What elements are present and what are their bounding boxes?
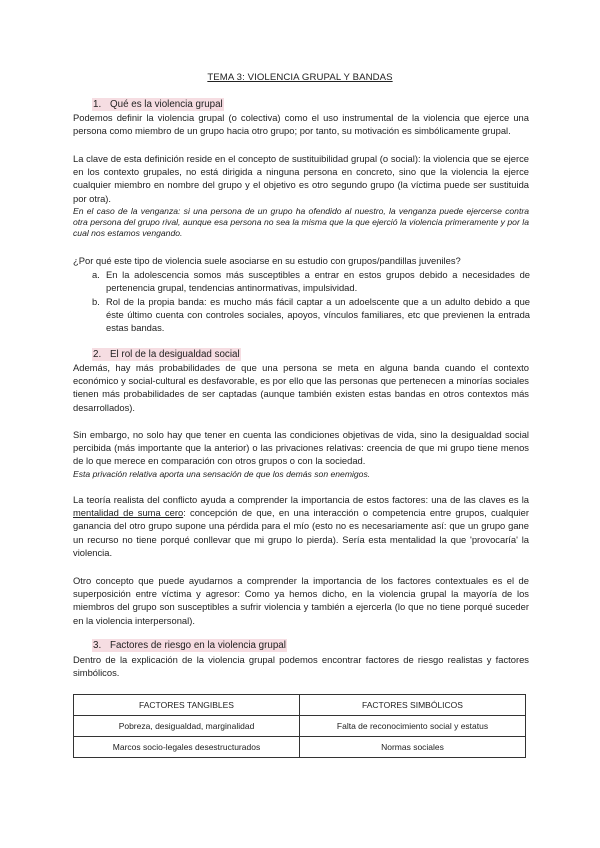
section-heading-text: Factores de riesgo en la violencia grupal [110, 640, 286, 651]
table-header-cell: FACTORES TANGIBLES [74, 695, 300, 716]
paragraph [73, 493, 529, 559]
question: ¿Por qué este tipo de violencia suele asociarse en su estudio con grupos/pandillas juveniles? [73, 255, 461, 266]
section-1-heading [92, 98, 224, 111]
table-cell: Falta de reconocimiento social y estatus [300, 716, 526, 737]
list-marker: b. [92, 296, 100, 307]
section-number: 1. [93, 99, 102, 110]
section-number: 2. [93, 349, 102, 360]
underlined-term: mentalidad de suma cero [73, 507, 184, 519]
table-cell: Normas sociales [300, 737, 526, 758]
table-cell: Pobreza, desigualdad, marginalidad [74, 716, 300, 737]
paragraph: Otro concepto que puede ayudarnos a comprender la importancia de los factores contextuales es el de superposición entre víctima y agresor: Como ya hemos dicho, en la violencia grupal la mayoría de los miembros del grupo son susceptibles a sufrir violencia y también a ejercerla (lo que no tiene porqué suceder en la violencia interpersonal). [73, 575, 529, 626]
paragraph: Dentro de la explicación de la violencia grupal podemos encontrar factores de riesgo realistas y factores simbólicos. [73, 654, 529, 679]
list-item-text: En la adolescencia somos más susceptibles a entrar en estos grupos debido a necesidades de pertenencia grupal, tendencias antinormativas, impulsividad. [106, 269, 530, 294]
section-2-heading [92, 348, 241, 361]
section-heading-text: Qué es la violencia grupal [110, 99, 223, 110]
document-title: TEMA 3: VIOLENCIA GRUPAL Y BANDAS [207, 72, 393, 83]
paragraph: La clave de esta definición reside en el concepto de sustituibilidad grupal (o social): la violencia que se ejerce en los contexto grupales, no está dirigida a ninguna persona en concreto, sino que la violencia la ejerce cualquier miembro en nombre del grupo y el objetivo es otro segundo grupo (la víctima puede ser sustituida por otra). [73, 153, 529, 204]
paragraph: Podemos definir la violencia grupal (o colectiva) como el uso instrumental de la violencia que ejerce una persona como miembro de un grupo hacia otro grupo; por tanto, su motivación es simbólicamente grupal. [73, 112, 529, 137]
italic-note: Esta privación relativa aporta una sensación de que los demás son enemigos. [73, 469, 371, 479]
list-marker: a. [92, 269, 100, 280]
table-row [74, 737, 526, 758]
paragraph: Sin embargo, no solo hay que tener en cuenta las condiciones objetivas de vida, sino la desigualdad social percibida (más importante que la anterior) o las privaciones relativas: creencia de que mi grupo tiene menos de lo que merece en comparación con otros grupos o con la sociedad. [73, 429, 529, 467]
list-item [92, 268, 530, 294]
table-header-row [74, 695, 526, 716]
table-row [74, 716, 526, 737]
table-header-cell: FACTORES SIMBÓLICOS [300, 695, 526, 716]
section-heading-text: El rol de la desigualdad social [110, 349, 240, 360]
list-item [92, 295, 530, 335]
section-3-heading [92, 639, 287, 652]
text-run: : concepción de que, en una interacción o competencia entre grupos, cualquier ganancia del otro grupo supone una pérdida para el mío (esto no es necesariamente así: que un grupo gane un recurso no tiene porqué conllevar que mi grupo lo pierda). Sería esta mentalidad la que 'provocaría' la violencia. [73, 507, 529, 558]
list-item-text: Rol de la propia banda: es mucho más fácil captar a un adoelscente que a un adulto debido a que éste último cuenta con controles sociales, apoyos, vínculos familiares, etc que previenen la entrada estas bandas. [106, 296, 530, 334]
risk-factors-table [73, 694, 526, 758]
table-cell: Marcos socio-legales desestructurados [74, 737, 300, 758]
italic-example: En el caso de la venganza: si una persona de un grupo ha ofendido al nuestro, la venganza puede ejercerse contra otra persona del grupo rival, aunque esa persona no sea la misma que la que ejerció la violencia primeramente y por la cual nos estamos vengando. [73, 206, 529, 239]
section-number: 3. [93, 640, 102, 651]
paragraph: Además, hay más probabilidades de que una persona se meta en alguna banda cuando el contexto económico y social-cultural es desfavorable, es por ello que las personas que pertenecen a minorías sociales tienen más probabilidades de ser captadas (aunque también existen estas bandas en otros contextos más desarrollados). [73, 362, 529, 413]
text-run: La teoría realista del conflicto ayuda a comprender la importancia de estos factores: una de las claves es la [73, 494, 529, 505]
